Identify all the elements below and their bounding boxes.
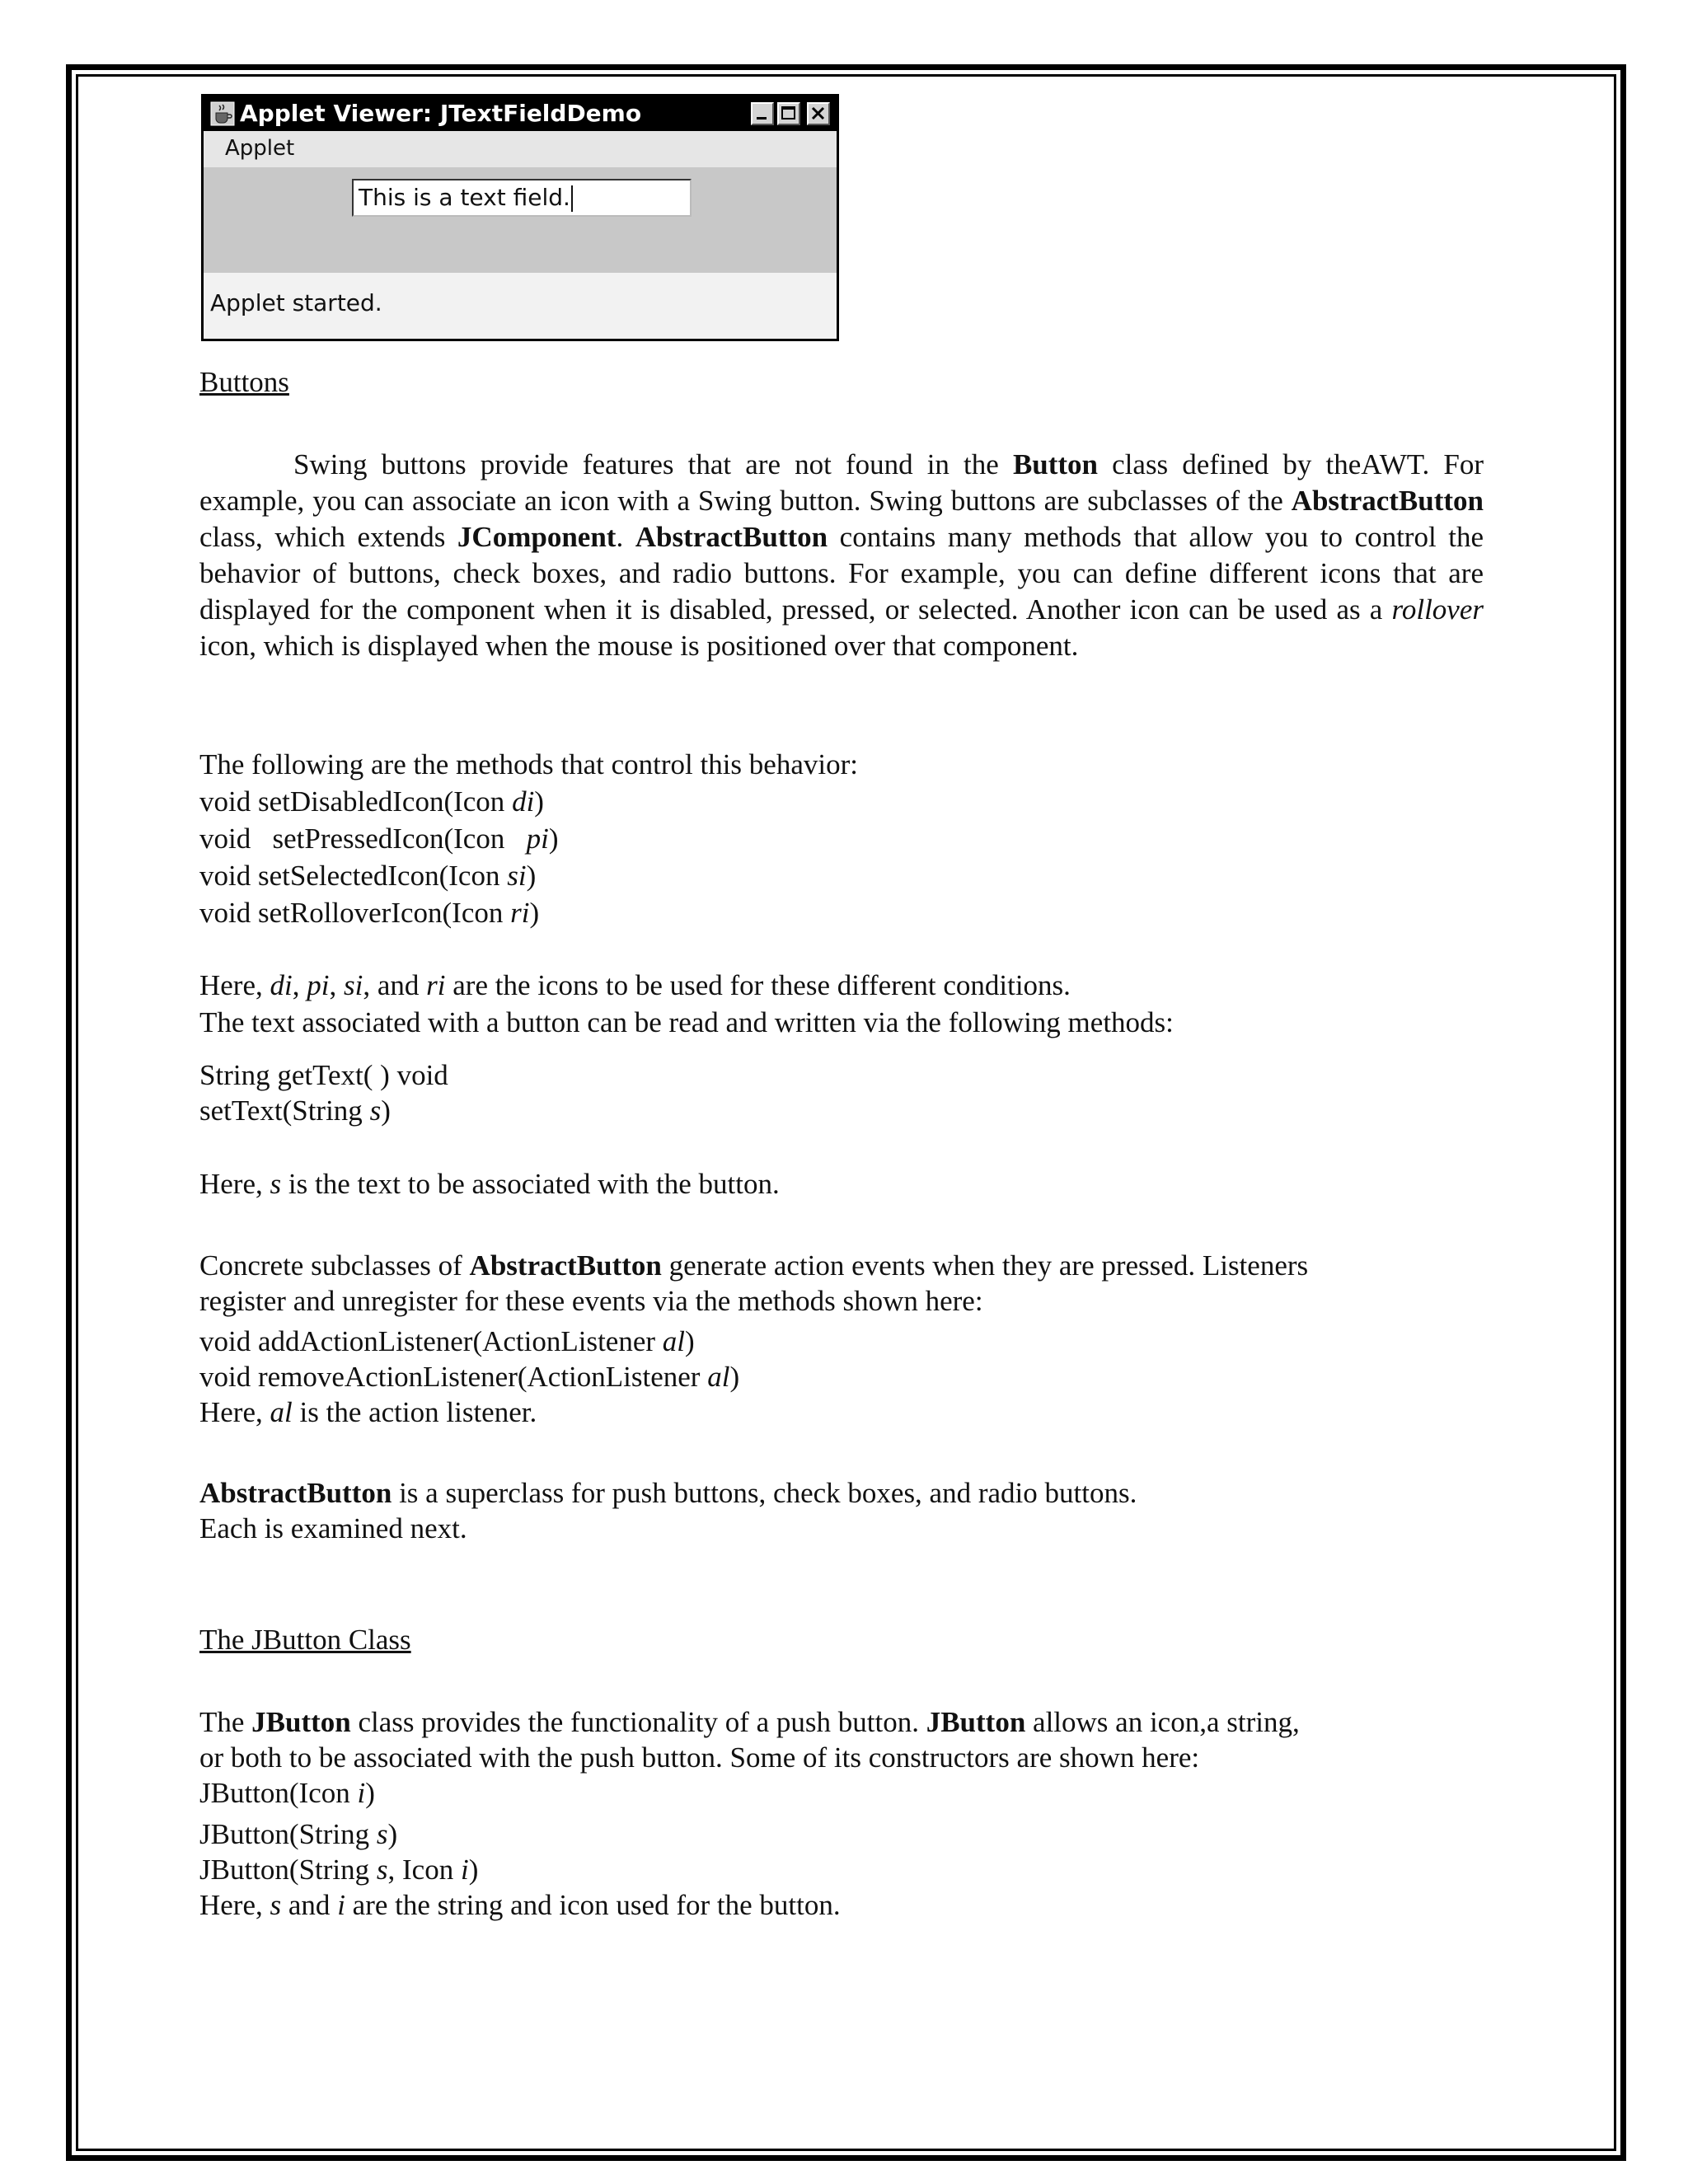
each-next-line: Each is examined next.: [199, 1512, 467, 1544]
title-bar[interactable]: [204, 96, 837, 131]
constructor-string-icon: JButton(String s, Icon i): [199, 1854, 479, 1886]
settext-line: setText(String s): [199, 1094, 391, 1127]
close-icon: [809, 104, 828, 124]
gettext-line: String getText( ) void: [199, 1059, 448, 1091]
method-set-disabled-icon: void setDisabledIcon(Icon di): [199, 785, 544, 818]
text-assoc-line: The text associated with a button can be read and written via the following methods:: [199, 1006, 1174, 1038]
text-caret: [571, 185, 573, 212]
status-text: Applet started.: [210, 289, 382, 316]
jbutton-para-line-2: or both to be associated with the push button. Some of its constructors are shown here:: [199, 1741, 1200, 1774]
maximize-button[interactable]: [777, 102, 800, 125]
here-al-line: Here, al is the action listener.: [199, 1396, 537, 1428]
jbutton-para-line-1: The JButton class provides the functionality of a push button. JButton allows an icon,a string,: [199, 1706, 1300, 1738]
menu-bar: [204, 131, 837, 167]
method-add-action-listener: void addActionListener(ActionListener al): [199, 1325, 695, 1357]
constructor-string: JButton(String s): [199, 1818, 398, 1850]
concrete-line-1: Concrete subclasses of AbstractButton generate action events when they are pressed. Listeners: [199, 1249, 1309, 1282]
method-set-pressed-icon: void setPressedIcon(Icon pi): [199, 823, 559, 855]
heading-buttons: Buttons: [199, 366, 289, 398]
status-bar: [204, 273, 837, 339]
method-set-rollover-icon: void setRolloverIcon(Icon ri): [199, 897, 540, 929]
text-field-value: This is a text field.: [359, 184, 570, 211]
window-title: Applet Viewer: JTextFieldDemo: [240, 100, 642, 127]
methods-intro: The following are the methods that control this behavior:: [199, 748, 858, 780]
concrete-line-2: register and unregister for these events via the methods shown here:: [199, 1285, 983, 1317]
text-field[interactable]: [352, 179, 692, 217]
maximize-icon: [779, 104, 799, 124]
method-remove-action-listener: void removeActionListener(ActionListener al): [199, 1361, 740, 1393]
minimize-button[interactable]: [751, 102, 774, 125]
superclass-line: AbstractButton is a superclass for push buttons, check boxes, and radio buttons.: [199, 1477, 1137, 1509]
heading-jbutton-class: The JButton Class: [199, 1624, 411, 1656]
applet-window: [201, 94, 839, 341]
menu-applet[interactable]: Applet: [225, 136, 295, 161]
paragraph-swing-buttons: Swing buttons provide features that are not found in the Button class defined by theAWT. For example, you can associate an icon with a Swing button. Swing buttons are subclasses of the AbstractButton class, which extends JComponent. AbstractButton contains many methods that allow you to control the behavior of buttons, check boxes, and radio buttons. For example, you can define different icons that are displayed for the component when it is disabled, pressed, or selected. Another icon can be used as a rollover icon, which is displayed when the mouse is positioned over that component.: [199, 448, 1484, 662]
here-icons-line: Here, di, pi, si, and ri are the icons to be used for these different conditions.: [199, 969, 1071, 1001]
here-s-i-line: Here, s and i are the string and icon used for the button.: [199, 1889, 841, 1921]
method-set-selected-icon: void setSelectedIcon(Icon si): [199, 860, 537, 892]
java-cup-icon: [210, 101, 235, 126]
constructor-icon: JButton(Icon i): [199, 1777, 375, 1809]
minimize-icon: [753, 104, 772, 124]
close-button[interactable]: [807, 102, 830, 125]
here-s-line: Here, s is the text to be associated with the button.: [199, 1168, 780, 1200]
applet-content: [204, 167, 837, 273]
